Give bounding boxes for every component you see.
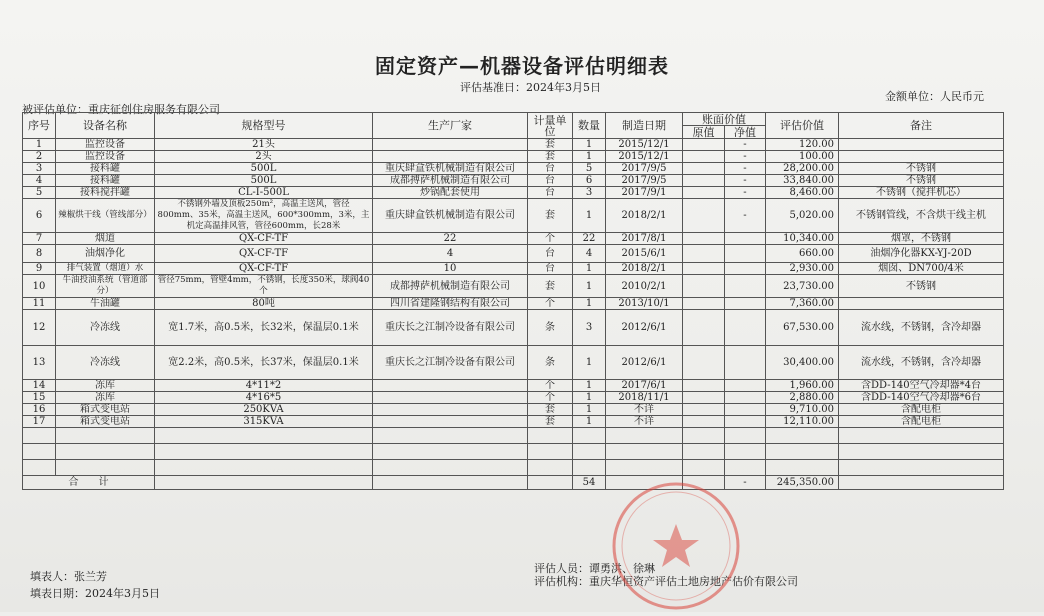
cell-date: 2013/10/1	[606, 298, 683, 310]
appraiser-names: 评估人员：谭勇洪、徐琳	[534, 562, 655, 575]
table-row	[23, 404, 1004, 416]
cell-orig	[683, 380, 725, 392]
cell-date: 2012/6/1	[606, 346, 683, 380]
cell-date: 2015/12/1	[606, 151, 683, 163]
cell-qty: 1	[573, 346, 606, 380]
cell-maker: 成都搏萨机械制造有限公司	[373, 175, 528, 187]
cell-net	[725, 346, 766, 380]
cell-date: 2017/9/5	[606, 175, 683, 187]
cell-date: 不详	[606, 416, 683, 428]
cell-date: 不详	[606, 404, 683, 416]
cell-note: 含配电柜	[839, 404, 1004, 416]
cell-unit: 台	[528, 187, 573, 199]
cell-orig	[683, 298, 725, 310]
cell-value: 5,020.00	[766, 199, 839, 233]
header-value: 评估价值	[766, 113, 839, 139]
cell-orig	[683, 175, 725, 187]
cell-qty: 3	[573, 187, 606, 199]
cell-note: 流水线，不锈钢，含冷却器	[839, 310, 1004, 346]
cell-no: 9	[23, 263, 56, 275]
cell-name: 接料罐	[56, 175, 155, 187]
cell-unit: 个	[528, 298, 573, 310]
currency-unit: 金额单位：人民币元	[885, 90, 984, 103]
cell-no: 17	[23, 416, 56, 428]
table-row	[23, 263, 1004, 275]
cell-unit: 条	[528, 346, 573, 380]
cell-spec: 500L	[155, 175, 373, 187]
cell-maker: 22	[373, 233, 528, 245]
cell-qty: 1	[573, 199, 606, 233]
cell-spec: CL-I-500L	[155, 187, 373, 199]
asset-table	[22, 112, 1004, 490]
cell-net: -	[725, 199, 766, 233]
cell-name: 冷冻线	[56, 310, 155, 346]
document-title: 固定资产—机器设备评估明细表	[375, 54, 669, 78]
header-date: 制造日期	[606, 113, 683, 139]
cell-no: 12	[23, 310, 56, 346]
cell-orig	[683, 163, 725, 175]
cell-qty: 1	[573, 263, 606, 275]
table-row	[23, 416, 1004, 428]
cell-unit: 套	[528, 151, 573, 163]
table-row	[23, 233, 1004, 245]
header-orig: 原值	[683, 126, 725, 139]
cell-unit: 套	[528, 199, 573, 233]
total-label: 合 计	[23, 476, 155, 490]
cell-value: 660.00	[766, 245, 839, 263]
cell-unit: 个	[528, 233, 573, 245]
table-row	[23, 310, 1004, 346]
cell-maker	[373, 404, 528, 416]
total-row	[23, 476, 1004, 490]
cell-spec: 2头	[155, 151, 373, 163]
cell-name: 监控设备	[56, 139, 155, 151]
header-maker: 生产厂家	[373, 113, 528, 139]
cell-name: 牛油罐	[56, 298, 155, 310]
cell-orig	[683, 139, 725, 151]
fill-date: 填表日期：2024年3月5日	[30, 587, 160, 600]
cell-no: 15	[23, 392, 56, 404]
cell-qty: 4	[573, 245, 606, 263]
cell-spec: 宽2.2米，高0.5米，长37米，保温层0.1米	[155, 346, 373, 380]
cell-spec: 宽1.7米，高0.5米，长32米，保温层0.1米	[155, 310, 373, 346]
cell-maker	[373, 380, 528, 392]
cell-unit: 套	[528, 404, 573, 416]
cell-no: 6	[23, 199, 56, 233]
cell-value: 2,880.00	[766, 392, 839, 404]
cell-note: 不锈钢	[839, 163, 1004, 175]
cell-value: 1,960.00	[766, 380, 839, 392]
table-row	[23, 199, 1004, 233]
cell-value: 9,710.00	[766, 404, 839, 416]
cell-spec: 80吨	[155, 298, 373, 310]
table-row	[23, 380, 1004, 392]
cell-note: 不锈钢	[839, 275, 1004, 298]
table-row	[23, 245, 1004, 263]
cell-date: 2017/6/1	[606, 380, 683, 392]
table-row	[23, 163, 1004, 175]
cell-orig	[683, 416, 725, 428]
cell-maker: 重庆长之江制冷设备有限公司	[373, 346, 528, 380]
table-row	[23, 392, 1004, 404]
cell-orig	[683, 310, 725, 346]
cell-unit: 套	[528, 139, 573, 151]
cell-spec: 4*16*5	[155, 392, 373, 404]
cell-qty: 1	[573, 416, 606, 428]
cell-date: 2018/2/1	[606, 199, 683, 233]
cell-spec: 500L	[155, 163, 373, 175]
cell-net	[725, 310, 766, 346]
cell-qty: 6	[573, 175, 606, 187]
cell-net	[725, 416, 766, 428]
cell-no: 11	[23, 298, 56, 310]
cell-value: 12,110.00	[766, 416, 839, 428]
cell-net	[725, 245, 766, 263]
cell-qty: 5	[573, 163, 606, 175]
baseline-date: 评估基准日：2024年3月5日	[460, 81, 601, 94]
cell-date: 2012/6/1	[606, 310, 683, 346]
cell-note: 含DD-140空气冷却器*4台	[839, 380, 1004, 392]
cell-net: -	[725, 175, 766, 187]
filler-name: 填表人：张兰芳	[30, 570, 107, 583]
cell-unit: 台	[528, 175, 573, 187]
cell-name: 冻库	[56, 392, 155, 404]
cell-net: -	[725, 151, 766, 163]
cell-qty: 1	[573, 404, 606, 416]
cell-qty: 1	[573, 139, 606, 151]
cell-date: 2017/9/5	[606, 163, 683, 175]
cell-value: 100.00	[766, 151, 839, 163]
table-row-empty	[23, 444, 1004, 460]
cell-date: 2017/9/1	[606, 187, 683, 199]
cell-date: 2015/12/1	[606, 139, 683, 151]
cell-no: 3	[23, 163, 56, 175]
cell-maker	[373, 151, 528, 163]
cell-net: -	[725, 187, 766, 199]
cell-maker: 炒锅配套使用	[373, 187, 528, 199]
cell-orig	[683, 263, 725, 275]
cell-qty: 1	[573, 380, 606, 392]
appraisal-agency: 评估机构：重庆华恒资产评估土地房地产估价有限公司	[534, 575, 798, 588]
official-seal-stamp	[606, 476, 746, 616]
cell-net	[725, 392, 766, 404]
total-value: 245,350.00	[766, 476, 839, 490]
cell-name: 接料罐	[56, 163, 155, 175]
cell-name: 烟道	[56, 233, 155, 245]
cell-note: 不锈钢（搅拌机芯）	[839, 187, 1004, 199]
cell-note: 烟罩，不锈钢	[839, 233, 1004, 245]
header-qty: 数量	[573, 113, 606, 139]
cell-note: 不锈钢	[839, 175, 1004, 187]
cell-qty: 1	[573, 298, 606, 310]
cell-unit: 条	[528, 310, 573, 346]
table-row	[23, 346, 1004, 380]
cell-no: 5	[23, 187, 56, 199]
table-row	[23, 151, 1004, 163]
cell-date: 2018/2/1	[606, 263, 683, 275]
cell-value: 10,340.00	[766, 233, 839, 245]
cell-orig	[683, 275, 725, 298]
cell-qty: 1	[573, 275, 606, 298]
header-spec: 规格型号	[155, 113, 373, 139]
cell-name: 冻库	[56, 380, 155, 392]
cell-unit: 台	[528, 263, 573, 275]
cell-no: 2	[23, 151, 56, 163]
cell-note: 油烟净化器KX-YJ-20D	[839, 245, 1004, 263]
cell-net: -	[725, 139, 766, 151]
cell-maker: 成都搏萨机械制造有限公司	[373, 275, 528, 298]
cell-date: 2015/6/1	[606, 245, 683, 263]
cell-spec: QX-CF-TF	[155, 245, 373, 263]
header-net: 净值	[725, 126, 766, 139]
table-row-empty	[23, 428, 1004, 444]
cell-orig	[683, 392, 725, 404]
cell-name: 牛油投油系统（管道部分）	[56, 275, 155, 298]
cell-net	[725, 298, 766, 310]
cell-name: 接料搅拌罐	[56, 187, 155, 199]
cell-spec: 4*11*2	[155, 380, 373, 392]
cell-no: 14	[23, 380, 56, 392]
cell-name: 排气装置（烟道）水	[56, 263, 155, 275]
table-body	[23, 139, 1004, 428]
cell-orig	[683, 404, 725, 416]
cell-note: 流水线，不锈钢，含冷却器	[839, 346, 1004, 380]
cell-qty: 3	[573, 310, 606, 346]
cell-net	[725, 233, 766, 245]
cell-date: 2018/11/1	[606, 392, 683, 404]
cell-value: 23,730.00	[766, 275, 839, 298]
cell-value: 120.00	[766, 139, 839, 151]
cell-maker: 重庆肆盒铁机械制造有限公司	[373, 199, 528, 233]
table-row-empty	[23, 460, 1004, 476]
table-row	[23, 175, 1004, 187]
cell-value: 30,400.00	[766, 346, 839, 380]
cell-orig	[683, 187, 725, 199]
cell-spec: 管径75mm，管壁4mm，不锈钢，长度350米，球阀40个	[155, 275, 373, 298]
cell-maker	[373, 139, 528, 151]
cell-unit: 个	[528, 380, 573, 392]
cell-name: 冷冻线	[56, 346, 155, 380]
cell-note	[839, 298, 1004, 310]
cell-note	[839, 151, 1004, 163]
cell-unit: 套	[528, 275, 573, 298]
cell-net	[725, 404, 766, 416]
cell-no: 8	[23, 245, 56, 263]
cell-no: 4	[23, 175, 56, 187]
cell-date: 2010/2/1	[606, 275, 683, 298]
cell-orig	[683, 245, 725, 263]
cell-maker: 10	[373, 263, 528, 275]
cell-net	[725, 380, 766, 392]
cell-maker	[373, 392, 528, 404]
cell-value: 28,200.00	[766, 163, 839, 175]
cell-net: -	[725, 163, 766, 175]
cell-orig	[683, 346, 725, 380]
cell-no: 1	[23, 139, 56, 151]
cell-spec: QX-CF-TF	[155, 233, 373, 245]
header-note: 备注	[839, 113, 1004, 139]
total-net: -	[725, 476, 766, 490]
cell-qty: 22	[573, 233, 606, 245]
header-book-value: 账面价值	[683, 113, 766, 126]
cell-note: 烟囱、DN700/4米	[839, 263, 1004, 275]
cell-orig	[683, 233, 725, 245]
header-no: 序号	[23, 113, 56, 139]
table-row	[23, 187, 1004, 199]
cell-net	[725, 275, 766, 298]
cell-spec: QX-CF-TF	[155, 263, 373, 275]
cell-value: 2,930.00	[766, 263, 839, 275]
cell-note: 含DD-140空气冷却器*6台	[839, 392, 1004, 404]
cell-orig	[683, 199, 725, 233]
cell-net	[725, 263, 766, 275]
cell-value: 33,840.00	[766, 175, 839, 187]
cell-name: 辣椒烘干线（管线部分）	[56, 199, 155, 233]
cell-value: 8,460.00	[766, 187, 839, 199]
cell-date: 2017/8/1	[606, 233, 683, 245]
cell-maker: 重庆肆盒铁机械制造有限公司	[373, 163, 528, 175]
cell-maker: 重庆长之江制冷设备有限公司	[373, 310, 528, 346]
cell-maker	[373, 416, 528, 428]
cell-spec: 不锈钢外墙及顶板250m²，高温主送风，管径800mm、35米，高温主送风，600*300mm，3米，主机定高温排风管，管径600mm，长28米	[155, 199, 373, 233]
cell-qty: 1	[573, 392, 606, 404]
cell-spec: 21头	[155, 139, 373, 151]
client-name: 被评估单位：重庆征创住房服务有限公司	[22, 103, 220, 116]
table-empty-rows	[23, 428, 1004, 490]
cell-no: 10	[23, 275, 56, 298]
cell-name: 监控设备	[56, 151, 155, 163]
cell-unit: 台	[528, 163, 573, 175]
cell-value: 67,530.00	[766, 310, 839, 346]
cell-maker: 4	[373, 245, 528, 263]
cell-qty: 1	[573, 151, 606, 163]
cell-orig	[683, 151, 725, 163]
cell-note: 含配电柜	[839, 416, 1004, 428]
table-row	[23, 275, 1004, 298]
cell-no: 7	[23, 233, 56, 245]
table-row	[23, 139, 1004, 151]
total-qty: 54	[573, 476, 606, 490]
cell-no: 16	[23, 404, 56, 416]
cell-unit: 套	[528, 416, 573, 428]
header-name: 设备名称	[56, 113, 155, 139]
cell-spec: 250KVA	[155, 404, 373, 416]
cell-maker: 四川省建隆钢结构有限公司	[373, 298, 528, 310]
cell-name: 油烟净化	[56, 245, 155, 263]
cell-name: 箱式变电站	[56, 404, 155, 416]
cell-unit: 个	[528, 392, 573, 404]
table-row	[23, 298, 1004, 310]
cell-value: 7,360.00	[766, 298, 839, 310]
cell-spec: 315KVA	[155, 416, 373, 428]
cell-note	[839, 139, 1004, 151]
cell-name: 箱式变电站	[56, 416, 155, 428]
cell-unit: 台	[528, 245, 573, 263]
cell-no: 13	[23, 346, 56, 380]
header-unit: 计量单位	[528, 113, 573, 139]
cell-note: 不锈钢管线，不含烘干线主机	[839, 199, 1004, 233]
